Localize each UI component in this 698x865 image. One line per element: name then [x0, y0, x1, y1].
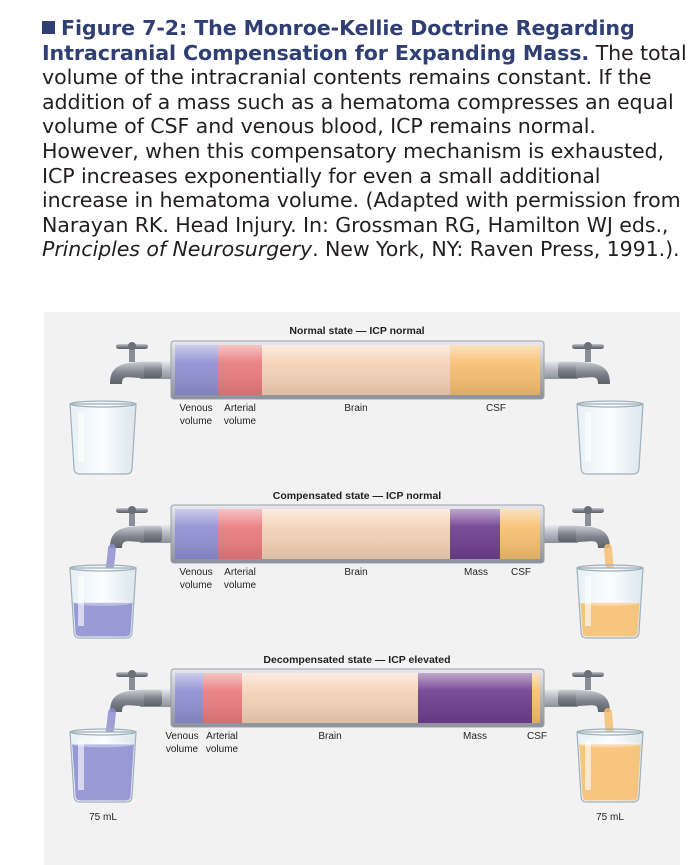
brain-label: Brain [318, 731, 342, 742]
left-faucet-stem [129, 512, 135, 526]
right-faucet-stem [585, 348, 591, 362]
tube-shine [175, 509, 540, 559]
right-beaker [577, 729, 643, 802]
left-beaker-shine [78, 576, 84, 626]
csf-label: CSF [511, 567, 531, 578]
right-faucet-stem [585, 676, 591, 690]
venous-label: Venous [165, 731, 199, 742]
csf-label: CSF [527, 731, 547, 742]
left-beaker [70, 565, 136, 638]
right-beaker-shine [585, 576, 591, 626]
left-beaker [70, 401, 136, 474]
brain-label: Brain [344, 403, 368, 414]
left-beaker [70, 729, 136, 802]
right-faucet-handle-knob [584, 506, 592, 514]
left-faucet-stem [129, 348, 135, 362]
arterial-label: Arterial [206, 731, 238, 742]
mass-label: Mass [464, 567, 488, 578]
left-faucet-handle-knob [128, 670, 136, 678]
arterial-label: Arterial [224, 403, 256, 414]
brain-label: Brain [344, 567, 368, 578]
right-faucet-handle-knob [584, 342, 592, 350]
figure-label: Figure 7-2: The Monroe-Kellie Doctrine Regarding Intracranial Compensation for Expanding Mass. [42, 16, 635, 65]
right-beaker-shine [585, 740, 591, 790]
caption-body-2: . New York, NY: Raven Press, 1991.). [312, 237, 680, 262]
left-faucet-stem [129, 676, 135, 690]
right-beaker-volume: 75 mL [596, 812, 624, 823]
arterial-label-2: volume [223, 416, 257, 427]
arterial-label-2: volume [205, 744, 239, 755]
left-beaker-shine [78, 740, 84, 790]
left-beaker-volume: 75 mL [89, 812, 117, 823]
arterial-label: Arterial [224, 567, 256, 578]
state-title: Normal state — ICP normal [289, 325, 425, 337]
tube-shine [175, 673, 540, 723]
right-beaker [577, 401, 643, 474]
caption-body-1: The total volume of the intracranial contents remains constant. If the addition of a mass such as a hematoma compresses an equal volume of CSF and venous blood, ICP remains normal. However, when this compensatory mechanism is exhausted, ICP increases exponentially for even a small additional increase in hematoma volume. (Adapted with permission from Narayan RK. Head Injury. In: Grossman RG, Hamilton WJ eds., [42, 40, 687, 237]
state-title: Compensated state — ICP normal [272, 490, 442, 502]
venous-label: Venous [179, 403, 213, 414]
left-faucet-handle-knob [128, 506, 136, 514]
state-title: Decompensated state — ICP elevated [263, 654, 451, 666]
venous-label-2: volume [179, 580, 213, 591]
right-faucet-handle-knob [584, 670, 592, 678]
arterial-label-2: volume [223, 580, 257, 591]
venous-label-2: volume [165, 744, 199, 755]
right-faucet-stem [585, 512, 591, 526]
right-beaker [577, 565, 643, 638]
left-faucet-handle-knob [128, 342, 136, 350]
left-beaker-shine [78, 412, 84, 462]
venous-label: Venous [179, 567, 213, 578]
csf-label: CSF [486, 403, 506, 414]
mass-label: Mass [463, 731, 487, 742]
venous-label-2: volume [179, 416, 213, 427]
tube-shine [175, 345, 540, 395]
caption-book-title: Principles of Neurosurgery [42, 237, 313, 262]
right-beaker-shine [585, 412, 591, 462]
